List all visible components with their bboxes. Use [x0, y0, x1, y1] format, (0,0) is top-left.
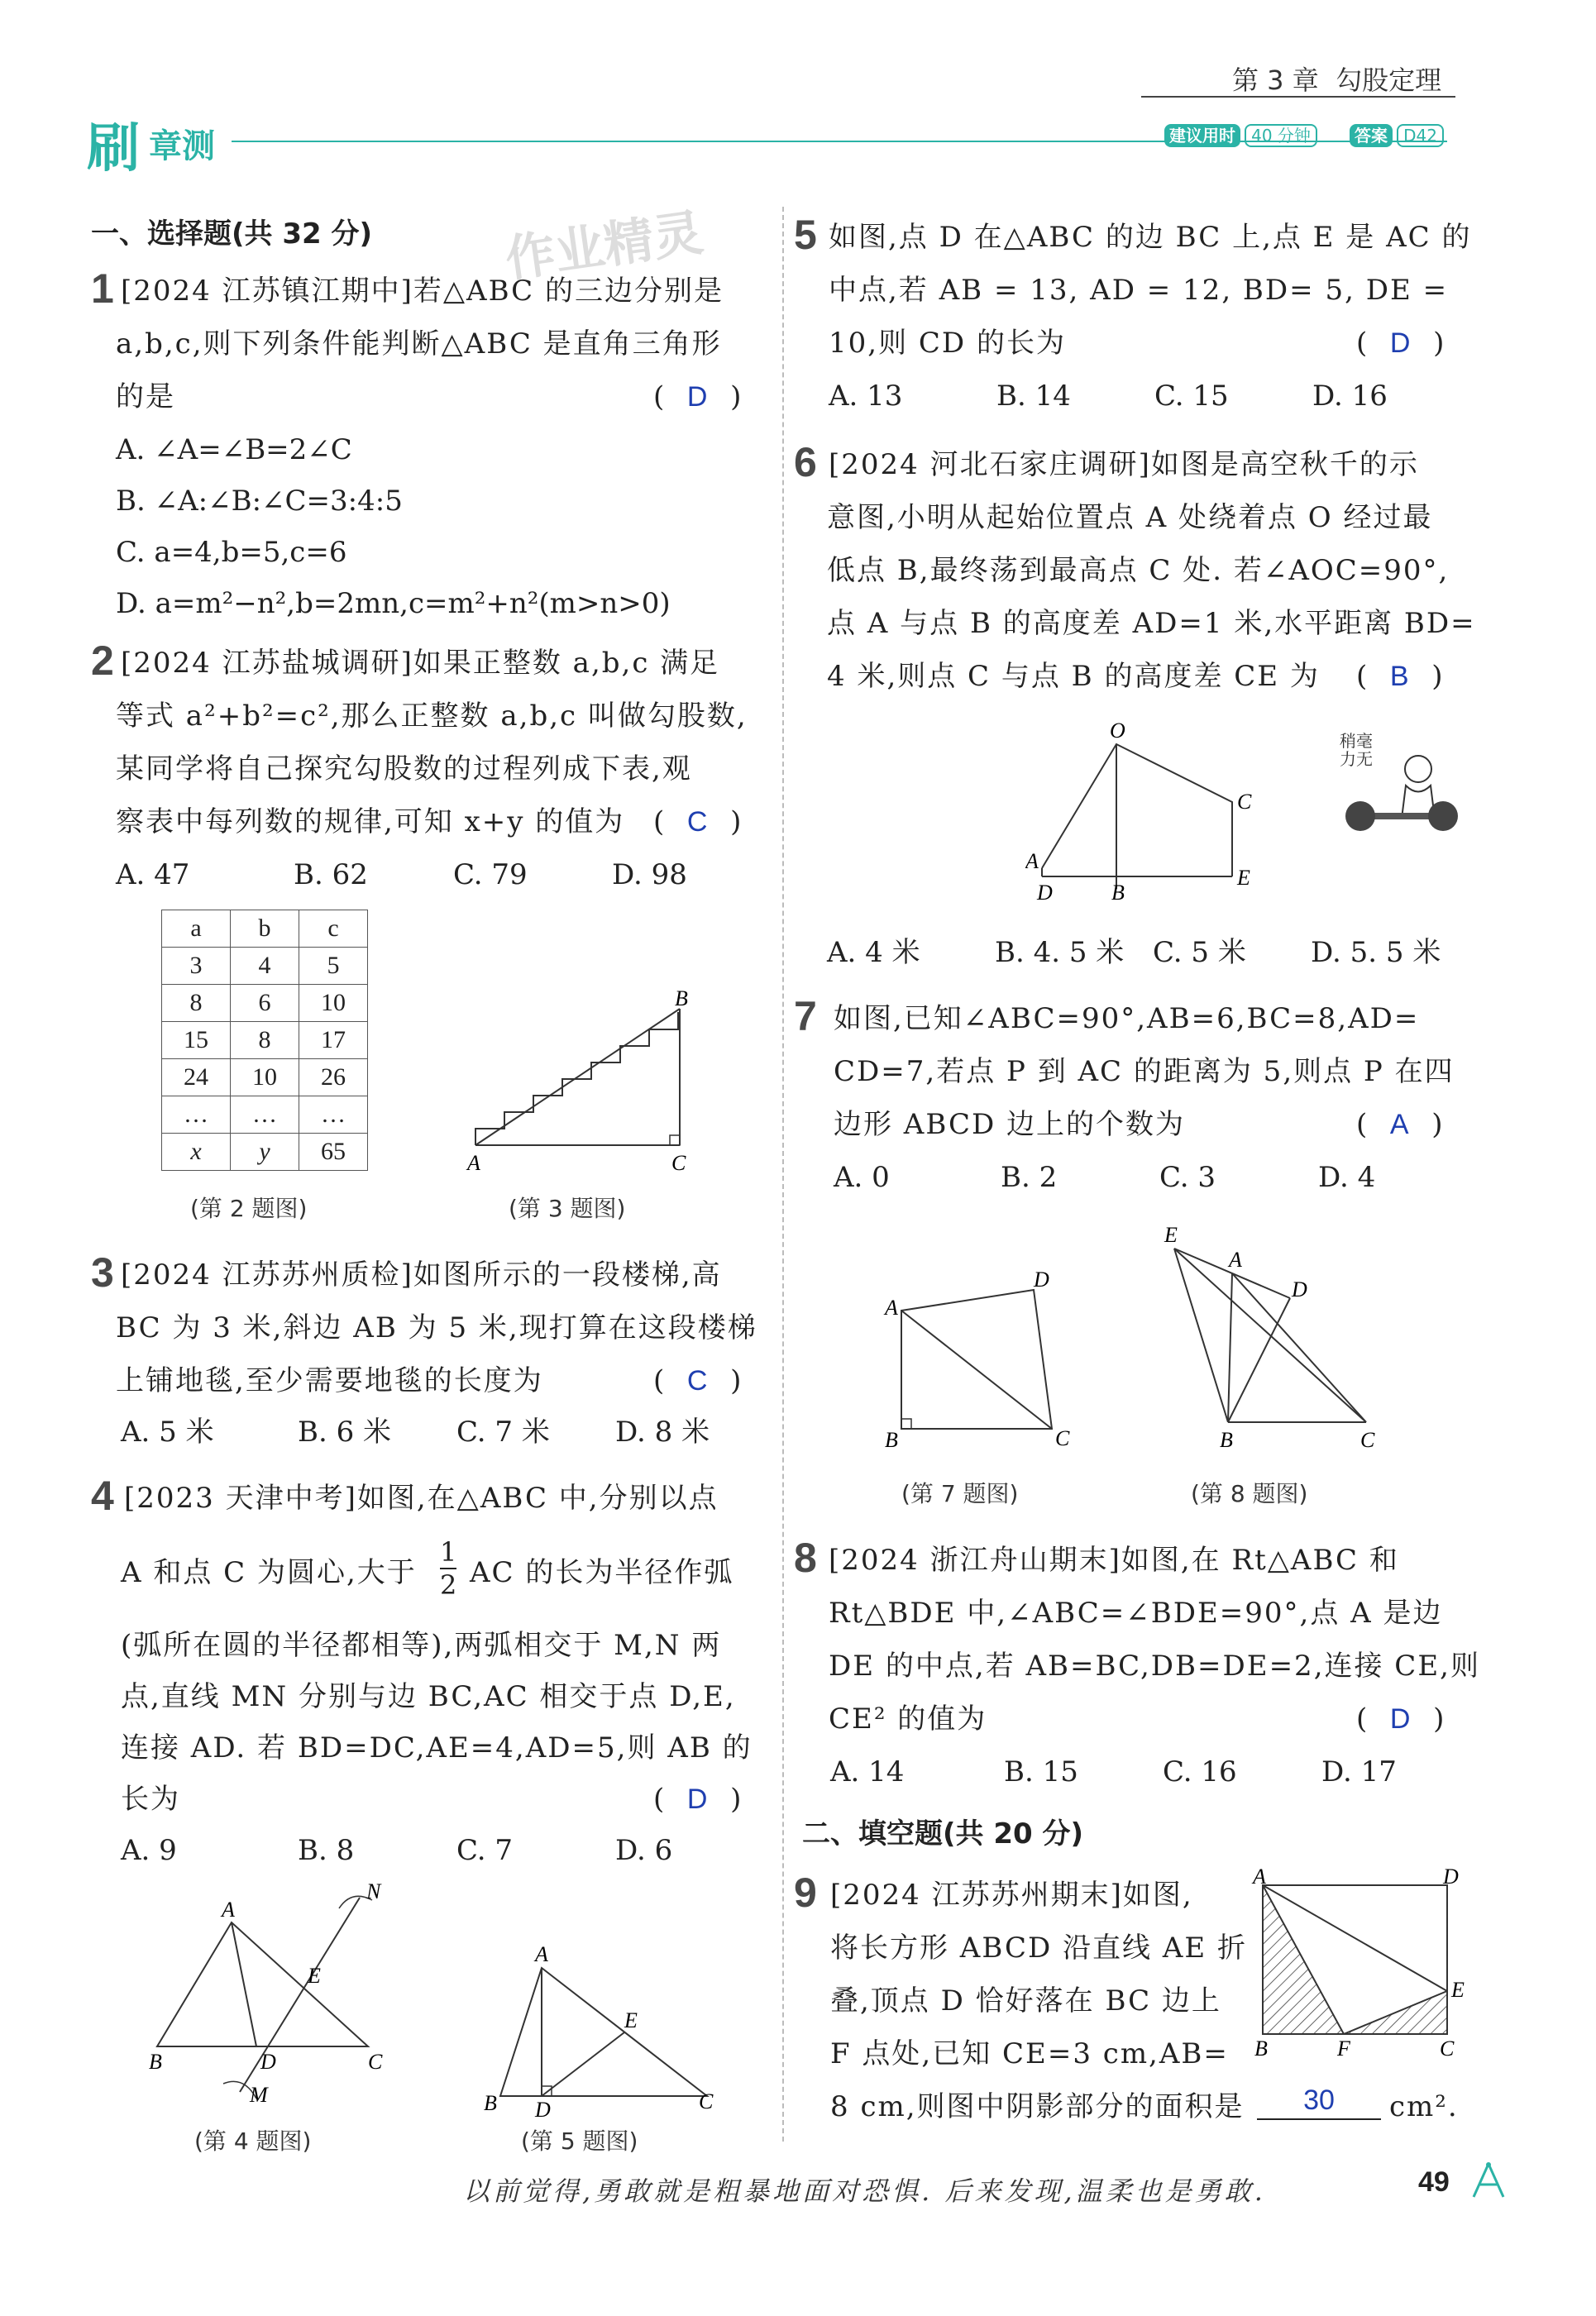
q4-caption: (第 4 题图) — [194, 2127, 312, 2155]
q4-label-c: C — [368, 2050, 383, 2074]
q8-answer: ( D ) — [1356, 1702, 1446, 1736]
q2-caption: (第 2 题图) — [190, 1195, 308, 1222]
q7-label-c: C — [1055, 1426, 1070, 1450]
q6-option-a: A. 4 米 — [827, 936, 920, 969]
q8-label-b: B — [1220, 1428, 1233, 1452]
q7-option-b: B. 2 — [1001, 1161, 1058, 1194]
q8-label-d: D — [1292, 1277, 1307, 1301]
table-cell: 26 — [299, 1059, 368, 1096]
q4-line2b: AC 的长为半径作弧 — [470, 1556, 734, 1589]
q3-figure — [447, 984, 719, 1182]
q1-option-b: B. ∠A:∠B:∠C=3:4:5 — [116, 485, 403, 518]
q6-line5: 4 米,则点 C 与点 B 的高度差 CE 为 — [827, 660, 1320, 693]
q1-number: 1 — [91, 265, 114, 312]
q7-option-a: A. 0 — [834, 1161, 890, 1194]
q3-label-a: A — [467, 1151, 480, 1175]
q6-option-d: D. 5. 5 米 — [1311, 936, 1441, 969]
time-badge: 建议用时 40 分钟 — [1164, 122, 1317, 146]
q2-option-d: D. 98 — [612, 858, 687, 891]
q6-label-e: E — [1237, 866, 1250, 890]
table-cell: 3 — [162, 948, 231, 985]
table-cell: 6 — [231, 985, 299, 1022]
table-cell: 10 — [231, 1059, 299, 1096]
q4-label-e: E — [308, 1964, 321, 1988]
q3-answer: ( C ) — [653, 1364, 743, 1397]
q1-option-d: D. a=m²−n²,b=2mn,c=m²+n²(m>n>0) — [116, 587, 671, 620]
q4-label-n: N — [366, 1879, 381, 1903]
table-cell: 24 — [162, 1059, 231, 1096]
q9-answer-blank[interactable]: 30 — [1257, 2080, 1381, 2120]
q9-figure — [1245, 1869, 1476, 2059]
q3-label-b: B — [675, 986, 688, 1010]
q9-label-f: F — [1337, 2037, 1350, 2059]
q7-answer: ( A ) — [1356, 1108, 1445, 1141]
q6-line4: 点 A 与点 B 的高度差 AD=1 米,水平距离 BD= — [827, 607, 1476, 640]
q6-label-a: A — [1025, 849, 1039, 873]
q2-line1: [2024 江苏盐城调研]如果正整数 a,b,c 满足 — [121, 647, 720, 680]
q2-answer: ( C ) — [653, 805, 743, 838]
q1-option-c: C. a=4,b=5,c=6 — [116, 536, 347, 569]
table-cell: 4 — [231, 948, 299, 985]
q6-label-o: O — [1110, 719, 1125, 743]
q5-number: 5 — [794, 212, 817, 258]
q4-fraction: 1 2 — [440, 1536, 457, 1601]
q7-label-a: A — [885, 1296, 898, 1320]
q2-line4: 察表中每列数的规律,可知 x+y 的值为 — [116, 805, 625, 838]
q8-line2: Rt△BDE 中,∠ABC=∠BDE=90°,点 A 是边 — [829, 1597, 1443, 1630]
q9-line1: [2024 江苏苏州期末]如图, — [830, 1879, 1193, 1912]
compass-icon — [1464, 2160, 1513, 2201]
q9-unit: cm². — [1389, 2090, 1459, 2123]
chapter-title: 第 3 章 勾股定理 — [1232, 64, 1442, 96]
table-cell: x — [162, 1134, 231, 1171]
q7-option-d: D. 4 — [1318, 1161, 1376, 1194]
table-cell: 10 — [299, 985, 368, 1022]
cartoon-illustration: 稍毫力无 — [1340, 732, 1464, 856]
brand-logo: 刷 — [87, 118, 140, 179]
q4-option-d: D. 6 — [615, 1834, 673, 1867]
q5-label-a: A — [535, 1942, 548, 1966]
q5-line3: 10,则 CD 的长为 — [829, 327, 1066, 360]
q6-label-b: B — [1111, 881, 1125, 905]
q5-figure — [475, 1935, 724, 2117]
q8-label-e: E — [1164, 1223, 1178, 1247]
q6-line3: 低点 B,最终荡到最高点 C 处. 若∠AOC=90°, — [827, 554, 1450, 587]
q2-line3: 某同学将自己探究勾股数的过程列成下表,观 — [116, 752, 692, 786]
brand-sub: 章测 — [149, 127, 215, 165]
q6-label-c: C — [1237, 790, 1252, 814]
q6-figure — [1025, 719, 1273, 918]
q6-label-d: D — [1037, 881, 1053, 905]
q4-label-d: D — [260, 2050, 276, 2074]
q4-label-m: M — [250, 2083, 268, 2107]
q8-caption: (第 8 题图) — [1191, 1480, 1308, 1507]
q7-option-c: C. 3 — [1159, 1161, 1216, 1194]
q8-line3: DE 的中点,若 AB=BC,DB=DE=2,连接 CE,则 — [829, 1650, 1480, 1683]
q8-line1: [2024 浙江舟山期末]如图,在 Rt△ABC 和 — [829, 1544, 1399, 1577]
q9-line5: 8 cm,则图中阴影部分的面积是 — [830, 2090, 1245, 2123]
answer-badge: 答案 D42 — [1350, 122, 1444, 146]
q6-option-c: C. 5 米 — [1153, 936, 1246, 969]
q9-line3: 叠,顶点 D 恰好落在 BC 边上 — [830, 1984, 1221, 2018]
q7-number: 7 — [794, 993, 817, 1039]
q4-answer: ( D ) — [653, 1783, 743, 1816]
table-cell: 17 — [299, 1022, 368, 1059]
q4-line5: 连接 AD. 若 BD=DC,AE=4,AD=5,则 AB 的 — [121, 1731, 753, 1764]
q2-option-c: C. 79 — [453, 858, 528, 891]
q5-option-d: D. 16 — [1312, 380, 1388, 413]
q3-option-b: B. 6 米 — [298, 1416, 392, 1449]
table-cell: … — [231, 1096, 299, 1134]
q7-line1: 如图,已知∠ABC=90°,AB=6,BC=8,AD= — [834, 1002, 1420, 1035]
q2-number: 2 — [91, 637, 114, 684]
q3-label-c: C — [671, 1151, 686, 1175]
section-2-title: 二、填空题(共 20 分) — [802, 1817, 1084, 1850]
q3-option-a: A. 5 米 — [121, 1416, 214, 1449]
watermark: 作业精灵 — [501, 203, 707, 289]
q9-label-d: D — [1443, 1869, 1459, 1889]
q6-option-b: B. 4. 5 米 — [995, 936, 1125, 969]
q3-number: 3 — [91, 1249, 114, 1296]
q8-option-a: A. 14 — [830, 1755, 905, 1788]
q6-answer: ( B ) — [1356, 660, 1445, 693]
q4-number: 4 — [91, 1473, 114, 1519]
q5-caption: (第 5 题图) — [521, 2127, 638, 2155]
q3-caption: (第 3 题图) — [509, 1195, 626, 1222]
header-rule — [1141, 96, 1455, 98]
table-cell: y — [231, 1134, 299, 1171]
q7-caption: (第 7 题图) — [901, 1480, 1019, 1507]
table-cell: … — [162, 1096, 231, 1134]
q8-option-c: C. 16 — [1163, 1755, 1237, 1788]
q7-label-b: B — [885, 1428, 898, 1452]
column-divider — [782, 207, 784, 2142]
q9-line4: F 点处,已知 CE=3 cm,AB= — [830, 2037, 1229, 2070]
q6-number: 6 — [794, 439, 817, 485]
q7-line2: CD=7,若点 P 到 AC 的距离为 5,则点 P 在四 — [834, 1055, 1455, 1088]
q3-line3: 上铺地毯,至少需要地毯的长度为 — [116, 1364, 543, 1397]
q2-line2: 等式 a²+b²=c²,那么正整数 a,b,c 叫做勾股数, — [116, 700, 748, 733]
q4-label-a: A — [222, 1898, 235, 1922]
q1-line1: [2024 江苏镇江期中]若△ABC 的三边分别是 — [121, 275, 724, 308]
q5-option-b: B. 14 — [996, 380, 1071, 413]
q4-line4: 点,直线 MN 分别与边 BC,AC 相交于点 D,E, — [121, 1680, 736, 1713]
q4-line6: 长为 — [121, 1783, 180, 1816]
q8-option-b: B. 15 — [1004, 1755, 1078, 1788]
q9-label-b: B — [1254, 2037, 1268, 2059]
table-cell: 8 — [162, 985, 231, 1022]
q5-option-c: C. 15 — [1154, 380, 1229, 413]
q8-option-d: D. 17 — [1321, 1755, 1397, 1788]
q9-label-a: A — [1253, 1869, 1266, 1889]
q3-option-d: D. 8 米 — [615, 1416, 710, 1449]
q5-label-d: D — [535, 2098, 551, 2117]
q1-answer: ( D ) — [653, 380, 743, 413]
q8-line4: CE² 的值为 — [829, 1702, 987, 1736]
q8-label-c: C — [1360, 1428, 1375, 1452]
q2-option-a: A. 47 — [116, 858, 190, 891]
table-cell: 8 — [231, 1022, 299, 1059]
q3-option-c: C. 7 米 — [456, 1416, 550, 1449]
q5-option-a: A. 13 — [829, 380, 903, 413]
q1-line3: 的是 — [116, 380, 175, 413]
q7-line3: 边形 ABCD 边上的个数为 — [834, 1108, 1186, 1141]
q8-label-a: A — [1229, 1248, 1242, 1272]
q4-option-b: B. 8 — [298, 1834, 355, 1867]
q4-label-b: B — [149, 2050, 162, 2074]
table-cell: 15 — [162, 1022, 231, 1059]
q2-table — [161, 910, 368, 1171]
table-cell: 65 — [299, 1134, 368, 1171]
table-cell: … — [299, 1096, 368, 1134]
q5-answer: ( D ) — [1356, 327, 1446, 360]
section-1-title: 一、选择题(共 32 分) — [91, 217, 373, 251]
q4-line2a: A 和点 C 为圆心,大于 — [121, 1556, 417, 1589]
q4-figure — [132, 1877, 405, 2108]
q6-line1: [2024 河北石家庄调研]如图是高空秋千的示 — [829, 448, 1419, 481]
q2-option-b: B. 62 — [294, 858, 368, 891]
q7-label-d: D — [1034, 1268, 1049, 1292]
q7-figure — [868, 1257, 1092, 1455]
table-cell: a — [162, 910, 231, 948]
q4-option-a: A. 9 — [121, 1834, 177, 1867]
q9-label-c: C — [1440, 2037, 1455, 2059]
q5-line2: 中点,若 AB = 13, AD = 12, BD= 5, DE = — [829, 274, 1449, 307]
q8-number: 8 — [794, 1535, 817, 1581]
page-number: 49 — [1418, 2166, 1450, 2198]
q9-line2: 将长方形 ABCD 沿直线 AE 折 — [830, 1932, 1248, 1965]
q5-label-b: B — [484, 2091, 497, 2115]
table-cell: b — [231, 910, 299, 948]
q3-line1: [2024 江苏苏州质检]如图所示的一段楼梯,高 — [121, 1258, 722, 1292]
q9-label-e: E — [1451, 1978, 1465, 2002]
q4-line1: [2023 天津中考]如图,在△ABC 中,分别以点 — [124, 1482, 719, 1515]
q9-number: 9 — [794, 1870, 817, 1916]
q8-figure — [1149, 1215, 1398, 1455]
table-cell: 5 — [299, 948, 368, 985]
footer-quote: 以前觉得,勇敢就是粗暴地面对恐惧. 后来发现,温柔也是勇敢. — [463, 2175, 1266, 2207]
q6-line2: 意图,小明从起始位置点 A 处绕着点 O 经过最 — [827, 501, 1433, 534]
q1-option-a: A. ∠A=∠B=2∠C — [116, 433, 352, 466]
q1-line2: a,b,c,则下列条件能判断△ABC 是直角三角形 — [116, 327, 722, 361]
q5-line1: 如图,点 D 在△ABC 的边 BC 上,点 E 是 AC 的 — [829, 221, 1472, 254]
table-cell: c — [299, 910, 368, 948]
q3-line2: BC 为 3 米,斜边 AB 为 5 米,现打算在这段楼梯 — [116, 1311, 757, 1344]
q5-label-e: E — [624, 2008, 638, 2032]
q4-line3: (弧所在圆的半径都相等),两弧相交于 M,N 两 — [121, 1629, 722, 1662]
q4-option-c: C. 7 — [456, 1834, 514, 1867]
q5-label-c: C — [699, 2089, 714, 2113]
